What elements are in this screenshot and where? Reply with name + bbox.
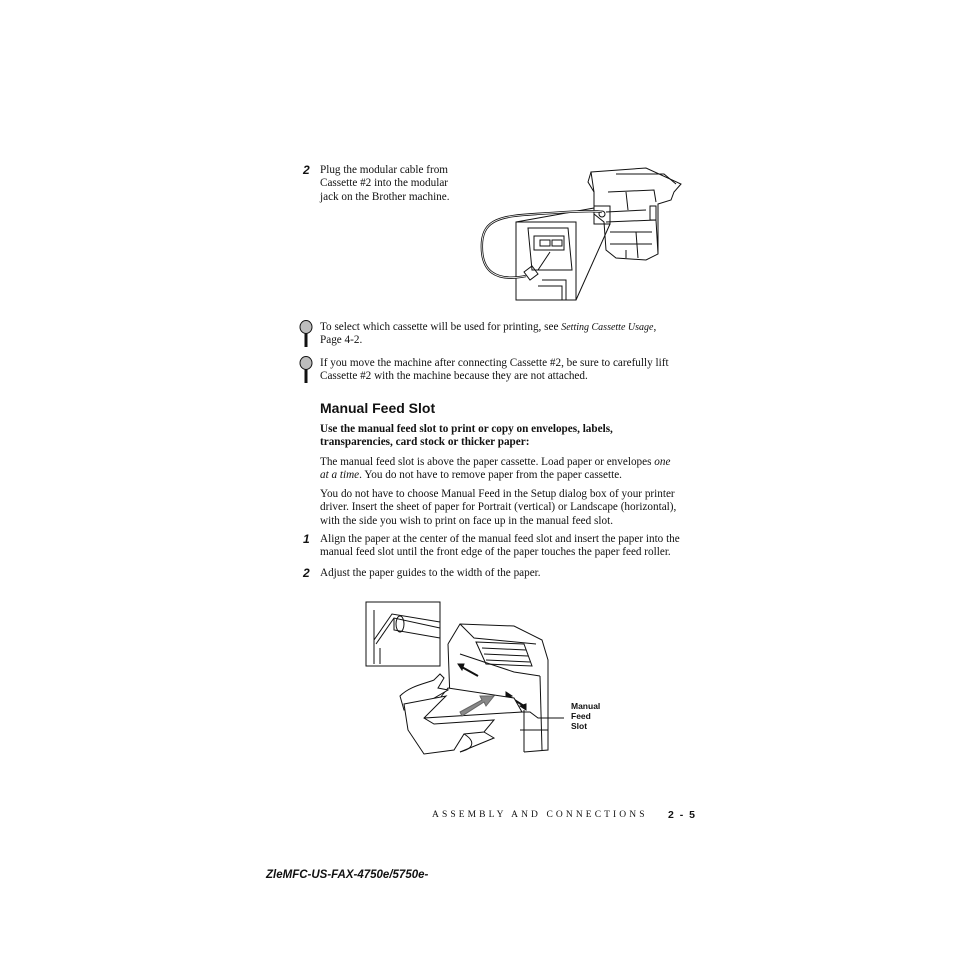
step-2-text: Plug the modular cable from Cassette #2 into the modular jack on the Brother machine. [320, 164, 450, 203]
step-1-text: Align the paper at the center of the manual feed slot and insert the paper into the manual feed slot until the front edge of the paper touches the paper feed roller. [320, 533, 680, 559]
section-intro: Use the manual feed slot to print or copy on envelopes, labels, transparencies, card stock or thicker paper: [320, 423, 613, 449]
note-move-machine: If you move the machine after connecting Cassette #2, be sure to carefully lift Cassette #2 with the machine because they are not attached. [320, 357, 669, 383]
tip-pin-icon [299, 356, 313, 386]
callout-manual-feed-slot: Manual Feed Slot [571, 701, 601, 731]
tip-pin-icon [299, 320, 313, 350]
step-number: 2 [303, 566, 310, 580]
section-title: Manual Feed Slot [320, 400, 436, 416]
figure-modular-cable-connection [476, 162, 694, 304]
step-number: 1 [303, 532, 310, 546]
step-2-guides-text: Adjust the paper guides to the width of the paper. [320, 567, 541, 579]
note-cassette-usage: To select which cassette will be used for printing, see Setting Cassette Usage, Page 4-2. [320, 321, 657, 347]
model-label: ZleMFC-US-FAX-4750e/5750e- [266, 869, 429, 881]
paragraph-manual-feed-location: The manual feed slot is above the paper cassette. Load paper or envelopes one at a time. You do not have to remove paper from the paper cassette. [320, 456, 671, 482]
step-number: 2 [303, 163, 310, 177]
figure-manual-feed-slot [364, 600, 564, 760]
footer-chapter-title: ASSEMBLY AND CONNECTIONS [432, 810, 648, 820]
paragraph-printer-driver: You do not have to choose Manual Feed in the Setup dialog box of your printer driver. Insert the sheet of paper for Portrait (vertical) or Landscape (horizontal), with the side you wish to print on face up in the manual feed slot. [320, 488, 677, 527]
page-number: 2 - 5 [668, 809, 697, 821]
